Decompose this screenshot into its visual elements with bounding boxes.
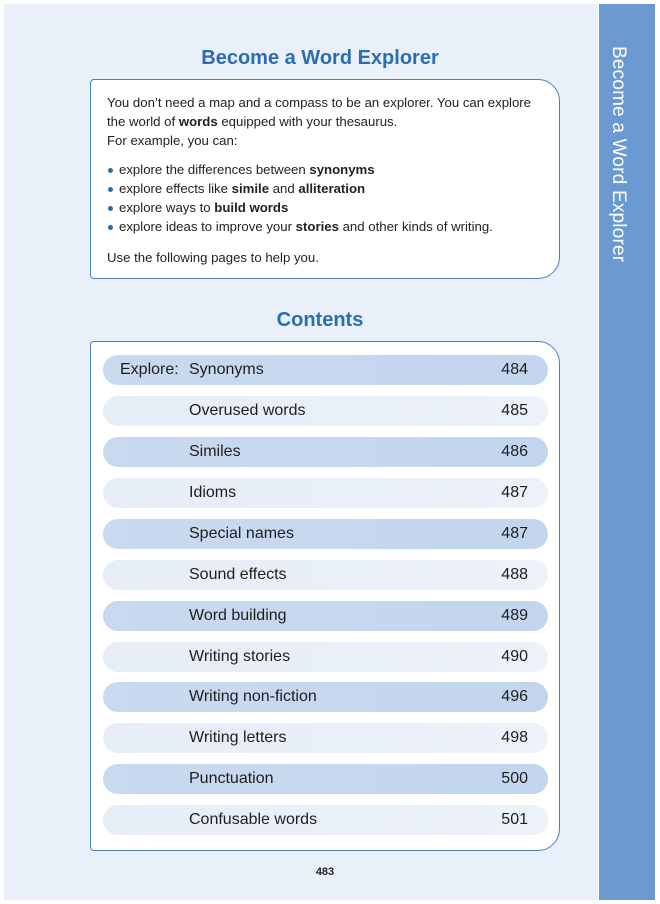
contents-entry-page: 489: [501, 607, 528, 624]
contents-row-writing-letters[interactable]: [103, 723, 548, 753]
contents-entry-page: 498: [501, 729, 528, 746]
contents-entry-page: 488: [501, 566, 528, 583]
contents-row-word-building[interactable]: [103, 601, 548, 631]
contents-entry-title: Synonyms: [189, 361, 264, 378]
bullet-keyword: stories: [295, 219, 339, 234]
bullet-text: explore effects like: [119, 181, 232, 196]
bullet-keyword: synonyms: [309, 162, 375, 177]
bullet-keyword: build words: [214, 200, 289, 215]
intro-line-2-rest: equipped with your thesaurus.: [217, 114, 398, 129]
side-tab: [599, 4, 655, 900]
contents-entry-title: Writing non-fiction: [189, 688, 317, 705]
contents-entry-page: 485: [501, 402, 528, 419]
bullet-keyword: simile: [231, 181, 270, 196]
contents-entry-title: Similes: [189, 443, 241, 460]
page-number: 483: [315, 866, 335, 878]
contents-entry-page: 490: [501, 648, 528, 665]
contents-entry-title: Idioms: [189, 484, 237, 501]
bullet-item: [107, 179, 545, 198]
contents-row-synonyms[interactable]: [103, 355, 548, 385]
contents-row-punctuation[interactable]: [103, 764, 548, 794]
contents-entry-page: 484: [501, 361, 528, 378]
contents-row-confusable-words[interactable]: [103, 805, 548, 835]
bullet-text: explore ways to: [119, 200, 215, 215]
intro-line-2-text: the world of: [107, 114, 179, 129]
contents-row-similes[interactable]: [103, 437, 548, 467]
side-tab-label: Become a Word Explorer: [608, 46, 629, 263]
contents-entry-title: Sound effects: [189, 566, 287, 583]
contents-entry-title: Special names: [189, 525, 294, 542]
contents-row-idioms[interactable]: [103, 478, 548, 508]
intro-box: [90, 79, 560, 279]
contents-entry-page: 501: [501, 811, 528, 828]
contents-entry-title: Writing letters: [189, 729, 287, 746]
contents-entry-title: Writing stories: [189, 648, 291, 665]
intro-line-1: You don’t need a map and a compass to be an explorer. You can explore: [107, 95, 532, 110]
explore-prefix: Explore:: [120, 361, 179, 378]
contents-row-writing-non-fiction[interactable]: [103, 682, 548, 712]
contents-row-overused-words[interactable]: [103, 396, 548, 426]
bullet-text: and other kinds of writing.: [338, 219, 493, 234]
contents-row-sound-effects[interactable]: [103, 560, 548, 590]
contents-entry-title: Overused words: [189, 402, 306, 419]
contents-row-special-names[interactable]: [103, 519, 548, 549]
intro-paragraph: [107, 93, 545, 150]
contents-entry-title: Word building: [189, 607, 287, 624]
bullet-text: explore ideas to improve your: [119, 219, 296, 234]
intro-closing: Use the following pages to help you.: [107, 250, 319, 265]
bullet-text: and: [269, 181, 299, 196]
bullet-item: [107, 198, 545, 217]
intro-keyword-words: words: [178, 114, 218, 129]
intro-line-3: For example, you can:: [107, 133, 238, 148]
contents-title: Contents: [276, 309, 364, 331]
bullet-item: [107, 217, 545, 236]
intro-bullet-list: [107, 160, 545, 236]
contents-entry-page: 486: [501, 443, 528, 460]
bullet-item: [107, 160, 545, 179]
contents-entry-title: Confusable words: [189, 811, 318, 828]
contents-entry-page: 487: [501, 525, 528, 542]
contents-entry-page: 487: [501, 484, 528, 501]
contents-entry-page: 496: [501, 688, 528, 705]
contents-entry-title: Punctuation: [189, 770, 274, 787]
bullet-text: explore the differences between: [119, 162, 310, 177]
contents-row-writing-stories[interactable]: [103, 642, 548, 672]
contents-entry-page: 500: [501, 770, 528, 787]
intro-title: Become a Word Explorer: [201, 47, 439, 69]
bullet-keyword: alliteration: [298, 181, 366, 196]
